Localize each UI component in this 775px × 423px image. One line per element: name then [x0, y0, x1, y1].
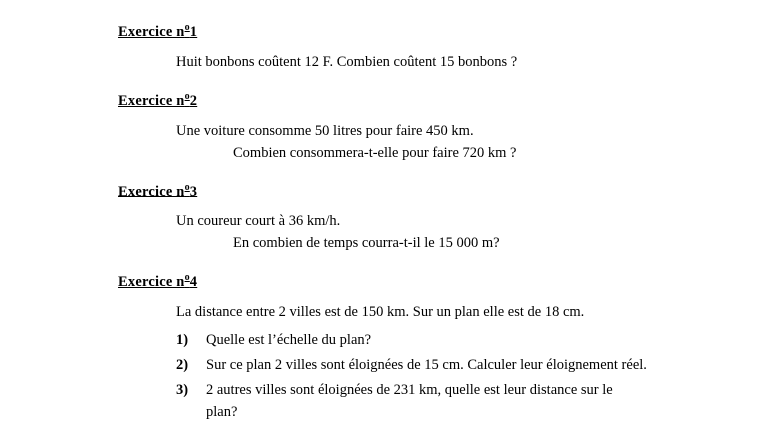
list-item-continuation — [176, 404, 775, 421]
list-item-label: 1) — [176, 332, 189, 349]
exercise-title-3-text: Exercice n — [118, 183, 185, 200]
exercise-title-1-number: 1 — [189, 23, 198, 40]
exercise-title-3 — [118, 182, 775, 201]
exercise-block-3 — [0, 182, 775, 253]
exercise-block-4 — [0, 272, 775, 421]
exercise-block-1 — [0, 22, 775, 71]
exercise-title-2-text: Exercice n — [118, 92, 185, 109]
list-item — [176, 382, 775, 399]
exercise-4-question-list — [176, 332, 775, 421]
exercise-4-line-1: La distance entre 2 villes est de 150 km. Sur un plan elle est de 18 cm. — [176, 304, 585, 321]
list-item-label: 3) — [176, 382, 189, 399]
list-item-label: 2) — [176, 357, 189, 374]
document-page — [0, 22, 775, 423]
exercise-title-1 — [118, 22, 775, 41]
exercise-3-line-1: Un coureur court à 36 km/h. — [176, 213, 341, 230]
list-item-text: Sur ce plan 2 villes sont éloignées de 15 cm. Calculer leur éloignement réel. — [206, 357, 647, 374]
exercise-title-4 — [118, 272, 775, 291]
exercise-2-line-2: Combien consommera-t-elle pour faire 720 km ? — [233, 144, 517, 161]
exercise-title-4-text: Exercice n — [118, 274, 185, 291]
exercise-3-line-2: En combien de temps courra-t-il le 15 000 m? — [233, 235, 500, 252]
exercise-title-1-text: Exercice n — [118, 23, 185, 40]
list-item-text: 2 autres villes sont éloignées de 231 km, quelle est leur distance sur le — [206, 382, 613, 399]
list-item — [176, 332, 775, 349]
exercise-title-3-sup: o — [184, 181, 190, 193]
exercise-block-2 — [0, 91, 775, 162]
exercise-title-2 — [118, 91, 775, 110]
exercise-2-line-1: Une voiture consomme 50 litres pour faire 450 km. — [176, 122, 474, 139]
exercise-title-4-number: 4 — [189, 274, 198, 291]
exercise-title-3-number: 3 — [189, 183, 198, 200]
list-item-text: plan? — [206, 404, 238, 421]
exercise-title-2-number: 2 — [189, 92, 198, 109]
exercise-title-1-sup: o — [184, 22, 190, 33]
exercise-1-line-1: Huit bonbons coûtent 12 F. Combien coûtent 15 bonbons ? — [176, 53, 518, 70]
exercise-title-4-sup: o — [184, 272, 190, 284]
list-item-text: Quelle est l’échelle du plan? — [206, 332, 372, 349]
exercise-title-2-sup: o — [184, 90, 190, 102]
list-item — [176, 357, 775, 374]
